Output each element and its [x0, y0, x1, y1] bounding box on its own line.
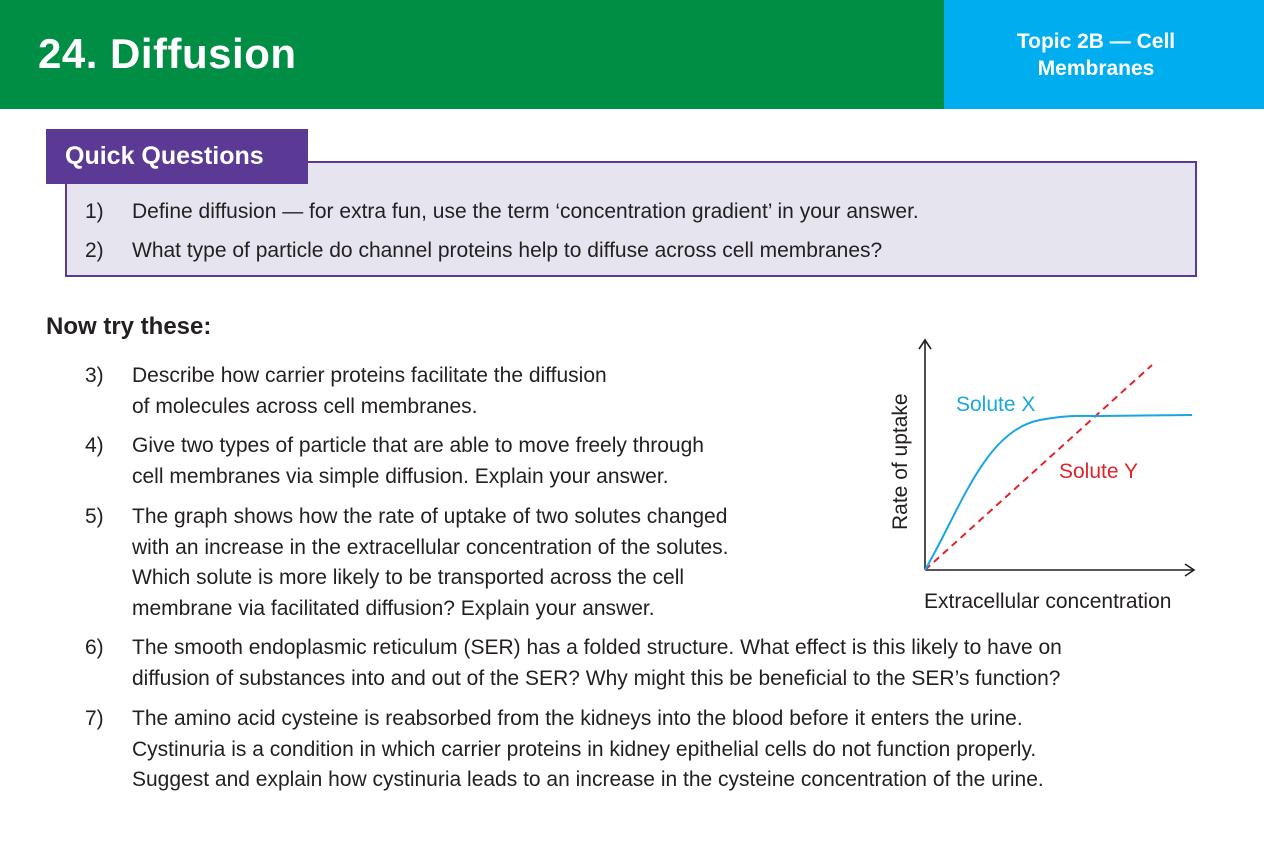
solute-x-curve [925, 415, 1192, 570]
topic-line-1: Topic 2B — Cell [1016, 30, 1176, 53]
question-text-line: cell membranes via simple diffusion. Explain your answer. [132, 464, 669, 488]
question-number: 4) [85, 434, 104, 457]
question-number: 3) [85, 364, 104, 387]
question-number: 7) [85, 707, 104, 730]
x-axis-label: Extracellular concentration [924, 590, 1172, 613]
now-try-heading: Now try these: [46, 313, 212, 340]
question-number: 1) [85, 200, 104, 223]
question-text: What type of particle do channel proteins help to diffuse across cell membranes? [132, 239, 883, 262]
question-text-line: with an increase in the extracellular concentration of the solutes. [132, 535, 729, 559]
question-number: 6) [85, 636, 104, 659]
question-text-line: Suggest and explain how cystinuria leads to an increase in the cysteine concentration of the urine. [132, 768, 1044, 791]
question-text-line: The graph shows how the rate of uptake of two solutes changed [132, 505, 728, 528]
question-text-line: The amino acid cysteine is reabsorbed from the kidneys into the blood before it enters the urine. [132, 707, 1023, 730]
y-axis-label: Rate of uptake [889, 393, 912, 530]
question-text-line: Which solute is more likely to be transported across the cell [132, 566, 685, 589]
question-text-line: membrane via facilitated diffusion? Explain your answer. [132, 596, 655, 620]
question-text-line: of molecules across cell membranes. [132, 394, 478, 418]
solute-y-label: Solute Y [1059, 460, 1139, 483]
solute-x-label: Solute X [956, 393, 1036, 416]
topic-line-2: Membranes [1037, 57, 1155, 80]
question-number: 2) [85, 239, 104, 262]
quick-questions-label: Quick Questions [46, 129, 308, 184]
question-text-line: The smooth endoplasmic reticulum (SER) has a folded structure. What effect is this likely to have on [132, 636, 1062, 659]
page-title: 24. Diffusion [38, 30, 297, 77]
question-number: 5) [85, 505, 104, 528]
question-text-line: Describe how carrier proteins facilitate the diffusion [132, 364, 607, 387]
question-text: Define diffusion — for extra fun, use the term ‘concentration gradient’ in your answer. [132, 200, 919, 223]
question-text-line: Give two types of particle that are able to move freely through [132, 434, 704, 457]
question-text-line: Cystinuria is a condition in which carrier proteins in kidney epithelial cells do not function properly. [132, 737, 1037, 761]
question-text-line: diffusion of substances into and out of the SER? Why might this be beneficial to the SER’s function? [132, 666, 1061, 690]
